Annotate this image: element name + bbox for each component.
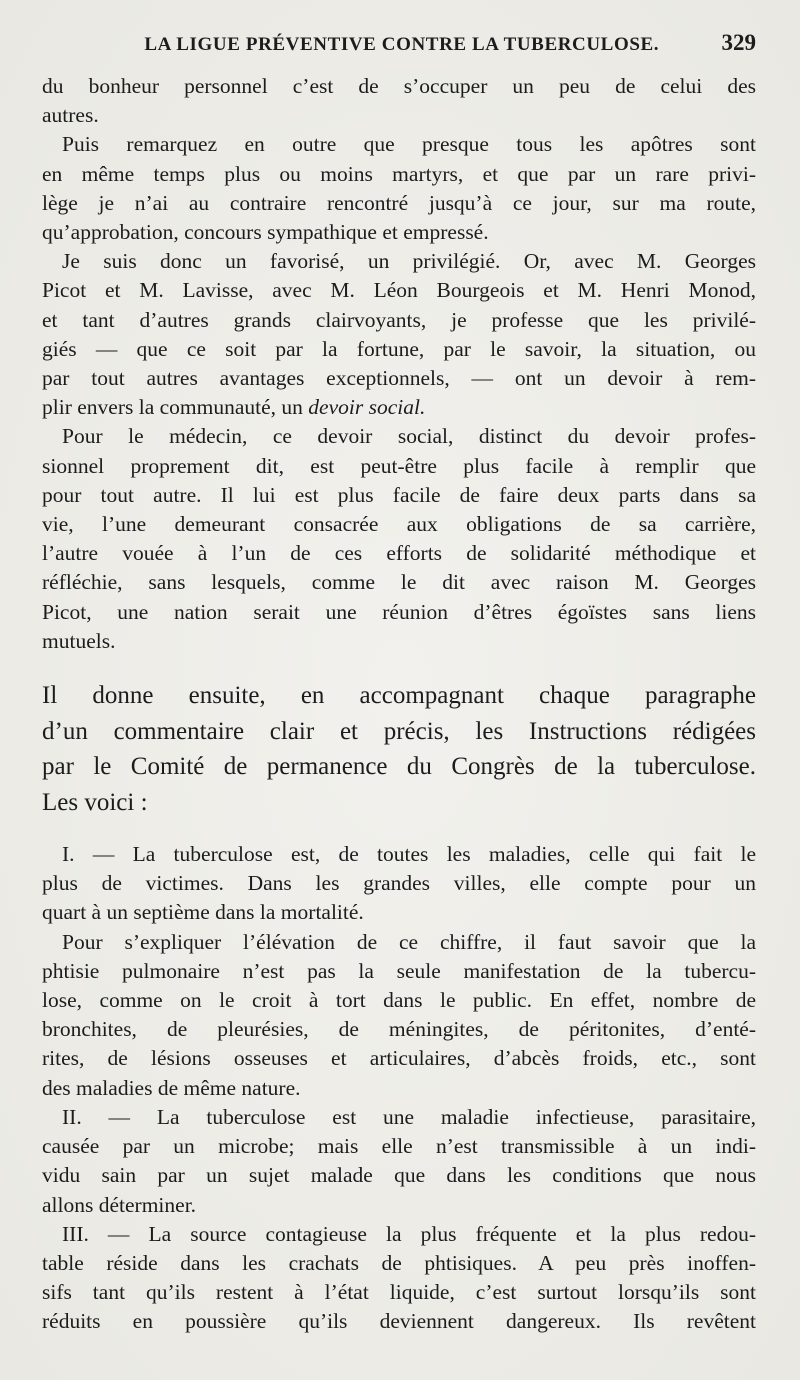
paragraph-4 xyxy=(42,422,756,656)
text-line: Picot, une nation serait une réunion d’êtres égoïstes sans liens xyxy=(42,599,756,624)
text-line: réduits en poussière qu’ils deviennent dangereux. Ils revêtent xyxy=(42,1309,756,1334)
text-line: du bonheur personnel c’est de s’occuper un peu de celui des xyxy=(42,74,756,98)
text-line: table réside dans les crachats de phtisiques. A peu près inoffen- xyxy=(42,1250,756,1275)
paragraph-8 xyxy=(42,1103,756,1220)
text-line: sionnel proprement dit, est peut-être plus facile à remplir que xyxy=(42,453,756,478)
text-line: sifs tant qu’ils restent à l’état liquide, c’est surtout lorsqu’ils sont xyxy=(42,1280,756,1305)
text-line: Les voici : xyxy=(42,788,148,816)
text-line: et tant d’autres grands clairvoyants, je professe que les privilé- xyxy=(42,307,756,332)
paragraph-2 xyxy=(42,130,756,247)
text-line: des maladies de même nature. xyxy=(42,1075,301,1100)
paragraph-6 xyxy=(42,840,756,928)
text-line: lose, comme on le croit à tort dans le public. En effet, nombre de xyxy=(42,988,756,1013)
text-line: rites, de lésions osseuses et articulaires, d’abcès froids, etc., sont xyxy=(42,1046,756,1071)
running-title: LA LIGUE PRÉVENTIVE CONTRE LA TUBERCULOSE. xyxy=(144,34,660,55)
text-line xyxy=(42,393,756,422)
paragraph-1 xyxy=(42,72,756,130)
text-line: III. — La source contagieuse la plus fréquente et la plus redou- xyxy=(62,1221,756,1246)
text-line: allons déterminer. xyxy=(42,1192,197,1217)
text-line: Pour s’expliquer l’élévation de ce chiffre, il faut savoir que la xyxy=(62,929,756,954)
paragraph-5 xyxy=(42,678,756,820)
paragraph-7 xyxy=(42,928,756,1103)
text-line: réfléchie, sans lesquels, comme le dit avec raison M. Georges xyxy=(42,570,756,595)
text-line: par le Comité de permanence du Congrès de la tuberculose. xyxy=(42,753,756,781)
text-line: en même temps plus ou moins martyrs, et que par un rare privi- xyxy=(42,161,756,186)
text-line: Pour le médecin, ce devoir social, distinct du devoir profes- xyxy=(62,424,756,449)
text-line: lège je n’ai au contraire rencontré jusqu’à ce jour, sur ma route, xyxy=(42,190,756,215)
text-line: autres. xyxy=(42,103,99,128)
text-line: I. — La tuberculose est, de toutes les maladies, celle qui fait le xyxy=(62,842,756,867)
text-line-start: plir envers la communauté, un xyxy=(42,395,309,420)
text-line: Picot et M. Lavisse, avec M. Léon Bourgeois et M. Henri Monod, xyxy=(42,278,756,303)
text-line: phtisie pulmonaire n’est pas la seule manifestation de la tubercu- xyxy=(42,958,756,983)
text-line: mutuels. xyxy=(42,628,116,653)
page-header xyxy=(42,30,756,64)
body-text xyxy=(42,72,756,1337)
text-line: d’un commentaire clair et précis, les Instructions rédigées xyxy=(42,717,756,745)
text-line: quart à un septième dans la mortalité. xyxy=(42,900,364,925)
text-line: pour tout autre. Il lui est plus facile de faire deux parts dans sa xyxy=(42,482,756,507)
italic-phrase: devoir social. xyxy=(308,395,426,420)
text-line: Je suis donc un favorisé, un privilégié. Or, avec M. Georges xyxy=(62,249,756,274)
text-line: Puis remarquez en outre que presque tous les apôtres sont xyxy=(62,132,756,157)
text-line: Il donne ensuite, en accompagnant chaque paragraphe xyxy=(42,682,756,710)
text-line: II. — La tuberculose est une maladie infectieuse, parasitaire, xyxy=(62,1104,756,1129)
text-line: plus de victimes. Dans les grandes villes, elle compte pour un xyxy=(42,871,756,896)
text-line: bronchites, de pleurésies, de méningites, de péritonites, d’enté- xyxy=(42,1017,756,1042)
text-line: vidu sain par un sujet malade que dans les conditions que nous xyxy=(42,1163,756,1188)
text-line: qu’approbation, concours sympathique et empressé. xyxy=(42,220,489,245)
text-line: vie, l’une demeurant consacrée aux obligations de sa carrière, xyxy=(42,512,756,537)
text-line: giés — que ce soit par la fortune, par le savoir, la situation, ou xyxy=(42,336,756,361)
paragraph-3 xyxy=(42,247,756,422)
paragraph-9 xyxy=(42,1220,756,1337)
page-number: 329 xyxy=(721,30,756,55)
text-line: l’autre vouée à l’un de ces efforts de solidarité méthodique et xyxy=(42,541,756,566)
text-line: par tout autres avantages exceptionnels, — ont un devoir à rem- xyxy=(42,366,756,391)
text-line: causée par un microbe; mais elle n’est transmissible à un indi- xyxy=(42,1134,756,1159)
